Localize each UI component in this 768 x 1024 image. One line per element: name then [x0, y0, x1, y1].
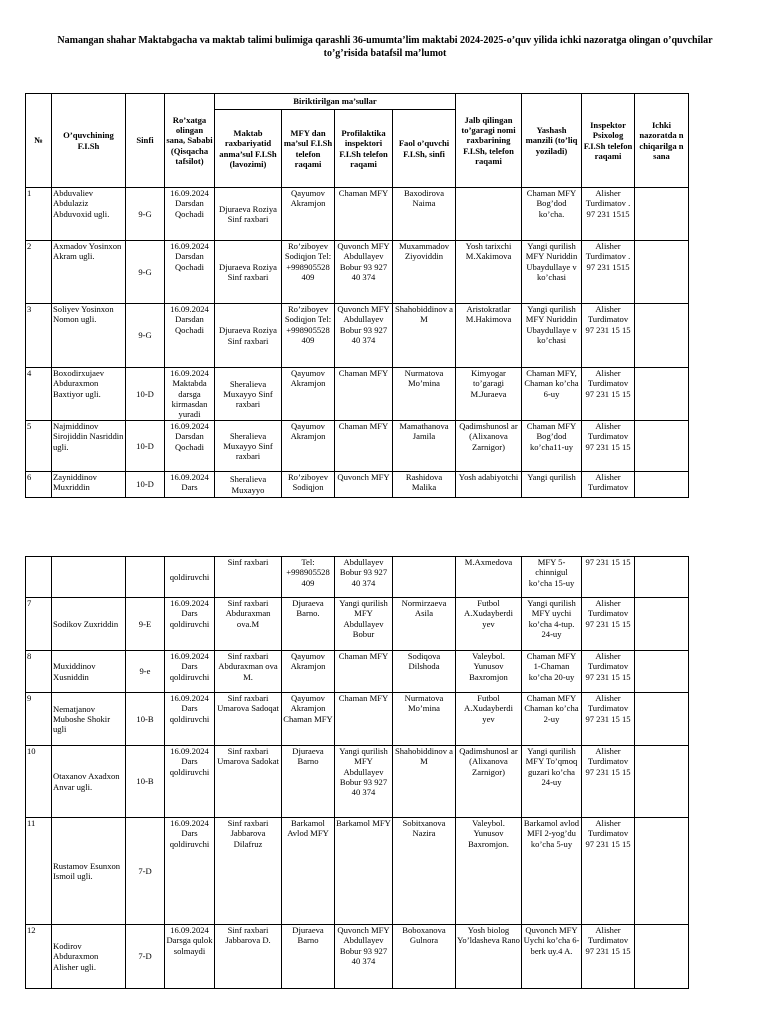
active-student-cell: Sobitxanova Nazira	[393, 818, 456, 925]
reason-cell: 16.09.2024 Dars qoldiruvchi	[165, 746, 215, 818]
student-name-cell: Rustamov Esunxon Ismoil ugli.	[52, 818, 126, 925]
reason-cell: qoldiruvchi	[165, 557, 215, 598]
student-name-cell: Muxiddinov Xusniddin	[52, 651, 126, 693]
address-cell: Chaman MFY Bog’dod ko’cha.	[522, 188, 582, 241]
student-name-cell: Nematjanov Muboshe Shokir ugli	[52, 693, 126, 746]
removed-date-cell	[635, 188, 689, 241]
row-number-cell: 5	[26, 421, 52, 472]
psychologist-cell: Alisher Turdimatov . 97 231 1515	[582, 188, 635, 241]
student-name-cell: Zayniddinov Muxriddin	[52, 472, 126, 498]
psychologist-cell: Alisher Turdimatov . 97 231 1515	[582, 241, 635, 304]
inspector-cell: Quvonch MFY Abdullayev Bobur 93 927 40 374	[335, 925, 393, 989]
table-row	[26, 472, 689, 498]
removed-date-cell	[635, 557, 689, 598]
row-number-cell: 9	[26, 693, 52, 746]
inspector-cell: Barkamol MFY	[335, 818, 393, 925]
active-student-cell: Muxammadov Ziyoviddin	[393, 241, 456, 304]
student-name-cell: Otaxanov Axadxon Anvar ugli.	[52, 746, 126, 818]
active-student-cell: Sodiqova Dilshoda	[393, 651, 456, 693]
table-row	[26, 188, 689, 241]
active-student-cell: Rashidova Malika	[393, 472, 456, 498]
reason-cell: 16.09.2024 Maktabda darsga kirmasdan yuradi	[165, 368, 215, 421]
active-student-cell: Nurmatova Mo’mina	[393, 693, 456, 746]
class-cell: 9-G	[126, 241, 165, 304]
admin-responsible-cell: Sinf raxbari Jabbarova D.	[215, 925, 282, 989]
address-cell: Quvonch MFY Uychi ko’cha 6-berk uy.4 A.	[522, 925, 582, 989]
mfy-responsible-cell: Qayumov Akramjon	[282, 368, 335, 421]
admin-responsible-cell: Sinf raxbari Umarova Sadoqat	[215, 693, 282, 746]
removed-date-cell	[635, 693, 689, 746]
reason-cell: 16.09.2024 Darsga qulok solmaydi	[165, 925, 215, 989]
admin-responsible-cell: Djuraeva Roziya Sinf raxbari	[215, 241, 282, 304]
removed-date-cell	[635, 746, 689, 818]
reason-cell: 16.09.2024 Dars	[165, 472, 215, 498]
row-number-cell: 11	[26, 818, 52, 925]
mfy-responsible-cell: Ro’ziboyev Sodiqjon Tel: +998905528 409	[282, 241, 335, 304]
header-class: Sinfi	[126, 94, 165, 188]
class-cell: 9-G	[126, 188, 165, 241]
removed-date-cell	[635, 598, 689, 651]
class-cell: 10-B	[126, 693, 165, 746]
inspector-cell: Quvonch MFY	[335, 472, 393, 498]
students-table-top	[25, 93, 689, 498]
inspector-cell: Chaman MFY	[335, 421, 393, 472]
removed-date-cell	[635, 421, 689, 472]
removed-date-cell	[635, 241, 689, 304]
inspector-cell: Quvonch MFY Abdullayev Bobur 93 927 40 374	[335, 241, 393, 304]
header-name: O’quvchining F.I.Sh	[52, 94, 126, 188]
table-row	[26, 651, 689, 693]
psychologist-cell: Alisher Turdimatov 97 231 15 15	[582, 651, 635, 693]
psychologist-cell: Alisher Turdimatov 97 231 15 15	[582, 304, 635, 368]
active-student-cell: Shahobiddinov a M	[393, 304, 456, 368]
table-row	[26, 598, 689, 651]
student-name-cell: Soliyev Yosinxon Nomon ugli.	[52, 304, 126, 368]
student-name-cell: Kodirov Abduraxmon Alisher ugli.	[52, 925, 126, 989]
table-row-continued	[26, 557, 689, 598]
student-name-cell: Najmiddinov Sirojiddin Nasriddin ugli.	[52, 421, 126, 472]
class-cell: 9-E	[126, 598, 165, 651]
table-row	[26, 368, 689, 421]
club-cell: Yosh tarixchi M.Xakimova	[456, 241, 522, 304]
club-cell: Futbol A.Xudayberdi yev	[456, 598, 522, 651]
table-row	[26, 241, 689, 304]
club-cell: Yosh biolog Yo’ldasheva Rano	[456, 925, 522, 989]
reason-cell: 16.09.2024 Darsdan Qochadi	[165, 304, 215, 368]
admin-responsible-cell: Sinf raxbari Abduraxman ova.M	[215, 598, 282, 651]
psychologist-cell: Alisher Turdimatov 97 231 15 15	[582, 746, 635, 818]
mfy-responsible-cell: Qayumov Akramjon Chaman MFY	[282, 693, 335, 746]
address-cell: Yangi qurilish MFY Nuriddin Ubaydullaye v ko’chasi	[522, 304, 582, 368]
header-address: Yashash manzili (to’liq yoziladi)	[522, 94, 582, 188]
address-cell: Chaman MFY, Chaman ko’cha 6-uy	[522, 368, 582, 421]
row-number-cell: 1	[26, 188, 52, 241]
club-cell: Futbol A.Xudayberdi yev	[456, 693, 522, 746]
club-cell: M.Axmedova	[456, 557, 522, 598]
admin-responsible-cell: Djuraeva Roziya Sinf raxbari	[215, 188, 282, 241]
inspector-cell: Abdullayev Bobur 93 927 40 374	[335, 557, 393, 598]
row-number-cell: 2	[26, 241, 52, 304]
header-mfy: MFY dan ma’sul F.I.Sh telefon raqami	[282, 110, 335, 188]
class-cell: 10-B	[126, 746, 165, 818]
student-name-cell	[52, 557, 126, 598]
club-cell	[456, 188, 522, 241]
row-number-cell: 6	[26, 472, 52, 498]
table-row	[26, 693, 689, 746]
admin-responsible-cell: Sheralieva Muxayyo Sinf raxbari	[215, 421, 282, 472]
page-title: Namangan shahar Maktabgacha va maktab talimi bulimiga qarashli 36-umumta’lim maktabi 2024-2025-o’quv yilida ichki nazoratga olingan o’quvchilar to’g’risida batafsil ma’lumot	[57, 35, 713, 59]
header-num: №	[26, 94, 52, 188]
psychologist-cell: Alisher Turdimatov	[582, 472, 635, 498]
club-cell: Kimyogar to’garagi M.Juraeva	[456, 368, 522, 421]
inspector-cell: Chaman MFY	[335, 651, 393, 693]
active-student-cell: Boboxanova Gulnora	[393, 925, 456, 989]
header-inspector: Profilaktika inspektori F.I.Sh telefon raqami	[335, 110, 393, 188]
table-row	[26, 304, 689, 368]
club-cell: Yosh adabiyotchi	[456, 472, 522, 498]
inspector-cell: Quvonch MFY Abdullayev Bobur 93 927 40 374	[335, 304, 393, 368]
removed-date-cell	[635, 651, 689, 693]
active-student-cell: Normirzaeva Asila	[393, 598, 456, 651]
admin-responsible-cell: Sinf raxbari Abduraxman ova M.	[215, 651, 282, 693]
address-cell: Yangi qurilish MFY Nuriddin Ubaydullaye v ko’chasi	[522, 241, 582, 304]
mfy-responsible-cell: Ro’ziboyev Sodiqjon Tel: +998905528 409	[282, 304, 335, 368]
reason-cell: 16.09.2024 Dars qoldiruvchi	[165, 598, 215, 651]
removed-date-cell	[635, 304, 689, 368]
admin-responsible-cell: Sinf raxbari Jabbarova Dilafruz	[215, 818, 282, 925]
row-number-cell: 12	[26, 925, 52, 989]
header-assigned-group: Biriktirilgan ma’sullar	[215, 94, 456, 110]
psychologist-cell: Alisher Turdimatov 97 231 15 15	[582, 368, 635, 421]
class-cell: 7-D	[126, 925, 165, 989]
club-cell: Valeybol. Yunusov Baxromjon	[456, 651, 522, 693]
removed-date-cell	[635, 368, 689, 421]
removed-date-cell	[635, 925, 689, 989]
reason-cell: 16.09.2024 Dars qoldiruvchi	[165, 651, 215, 693]
reason-cell: 16.09.2024 Dars qoldiruvchi	[165, 818, 215, 925]
inspector-cell: Yangi qurilish MFY Abdullayev Bobur	[335, 598, 393, 651]
table-row	[26, 421, 689, 472]
table-row	[26, 925, 689, 989]
header-club: Jalb qilingan to’garagi nomi raxbarining F.I.Sh, telefon raqami	[456, 94, 522, 188]
row-number-cell: 8	[26, 651, 52, 693]
row-number-cell: 4	[26, 368, 52, 421]
reason-cell: 16.09.2024 Darsdan Qochadi	[165, 241, 215, 304]
mfy-responsible-cell: Tel: +998905528 409	[282, 557, 335, 598]
class-cell: 10-D	[126, 421, 165, 472]
table-row	[26, 818, 689, 925]
row-number-cell	[26, 557, 52, 598]
removed-date-cell	[635, 818, 689, 925]
psychologist-cell: Alisher Turdimatov 97 231 15 15	[582, 421, 635, 472]
mfy-responsible-cell: Barkamol Avlod MFY	[282, 818, 335, 925]
row-number-cell: 7	[26, 598, 52, 651]
row-number-cell: 3	[26, 304, 52, 368]
student-name-cell: Axmadov Yosinxon Akram ugli.	[52, 241, 126, 304]
class-cell: 9-e	[126, 651, 165, 693]
reason-cell: 16.09.2024 Darsdan Qochadi	[165, 188, 215, 241]
admin-responsible-cell: Sinf raxbari Umarova Sadokat	[215, 746, 282, 818]
reason-cell: 16.09.2024 Darsdan Qochadi	[165, 421, 215, 472]
active-student-cell: Baxodirova Naima	[393, 188, 456, 241]
address-cell: MFY 5-chinnigul ko’cha 15-uy	[522, 557, 582, 598]
inspector-cell: Yangi qurilish MFY Abdullayev Bobur 93 927 40 374	[335, 746, 393, 818]
club-cell: Qadimshunosl ar (Alixanova Zarnigor)	[456, 421, 522, 472]
mfy-responsible-cell: Qayumov Akramjon	[282, 188, 335, 241]
psychologist-cell: Alisher Turdimatov 97 231 15 15	[582, 693, 635, 746]
active-student-cell: Nurmatova Mo’mina	[393, 368, 456, 421]
address-cell: Yangi qurilish MFY uychi ko’cha 4-tup. 24-uy	[522, 598, 582, 651]
club-cell: Valeybol. Yunusov Baxromjon.	[456, 818, 522, 925]
psychologist-cell: Alisher Turdimatov 97 231 15 15	[582, 598, 635, 651]
mfy-responsible-cell: Djuraeva Barno	[282, 746, 335, 818]
class-cell	[126, 557, 165, 598]
mfy-responsible-cell: Qayumov Akramjon	[282, 651, 335, 693]
mfy-responsible-cell: Djuraeva Barno.	[282, 598, 335, 651]
header-removed-date: Ichki nazoratda n chiqarilga n sana	[635, 94, 689, 188]
admin-responsible-cell: Sheralieva Muxayyo	[215, 472, 282, 498]
address-cell: Yangi qurilish MFY To’qmoq guzari ko’cha 24-uy	[522, 746, 582, 818]
address-cell: Yangi qurilish	[522, 472, 582, 498]
class-cell: 7-D	[126, 818, 165, 925]
active-student-cell	[393, 557, 456, 598]
admin-responsible-cell: Djuraeva Roziya Sinf raxbari	[215, 304, 282, 368]
psychologist-cell: Alisher Turdimatov 97 231 15 15	[582, 818, 635, 925]
removed-date-cell	[635, 472, 689, 498]
mfy-responsible-cell: Qayumov Akramjon	[282, 421, 335, 472]
inspector-cell: Chaman MFY	[335, 188, 393, 241]
class-cell: 9-G	[126, 304, 165, 368]
header-admin: Maktab raxbariyatid anma’sul F.I.Sh (lavozimi)	[215, 110, 282, 188]
address-cell: Chaman MFY Bog’dod ko’cha11-uy	[522, 421, 582, 472]
active-student-cell: Mamathanova Jamila	[393, 421, 456, 472]
student-name-cell: Abduvaliev Abdulaziz Abduvoxid ugli.	[52, 188, 126, 241]
students-table-bottom	[25, 556, 689, 989]
mfy-responsible-cell: Djuraeva Barno	[282, 925, 335, 989]
header-activist: Faol o’quvchi F.I.Sh, sinfi	[393, 110, 456, 188]
inspector-cell: Chaman MFY	[335, 693, 393, 746]
inspector-cell: Chaman MFY	[335, 368, 393, 421]
psychologist-cell: 97 231 15 15	[582, 557, 635, 598]
header-psychologist: Inspektor Psixolog F.I.Sh telefon raqami	[582, 94, 635, 188]
address-cell: Barkamol avlod MFI 2-yog’du ko’cha 5-uy	[522, 818, 582, 925]
student-name-cell: Sodikov Zuxriddin	[52, 598, 126, 651]
student-name-cell: Boxodirxujaev Abduraxmon Baxtiyor ugli.	[52, 368, 126, 421]
table-row	[26, 746, 689, 818]
admin-responsible-cell: Sinf raxbari	[215, 557, 282, 598]
mfy-responsible-cell: Ro’ziboyev Sodiqjon	[282, 472, 335, 498]
club-cell: Qadimshunosl ar (Alixanova Zarnigor)	[456, 746, 522, 818]
address-cell: Chaman MFY 1-Chaman ko’cha 20-uy	[522, 651, 582, 693]
class-cell: 10-D	[126, 368, 165, 421]
row-number-cell: 10	[26, 746, 52, 818]
active-student-cell: Shahobiddinov a M	[393, 746, 456, 818]
psychologist-cell: Alisher Turdimatov 97 231 15 15	[582, 925, 635, 989]
admin-responsible-cell: Sheralieva Muxayyo Sinf raxbari	[215, 368, 282, 421]
header-reason: Ro’xatga olingan sana, Sababi (Qisqacha tafsilot)	[165, 94, 215, 188]
address-cell: Chaman MFY Chaman ko’cha 2-uy	[522, 693, 582, 746]
reason-cell: 16.09.2024 Dars qoldiruvchi	[165, 693, 215, 746]
class-cell: 10-D	[126, 472, 165, 498]
club-cell: Aristokratlar M.Hakimova	[456, 304, 522, 368]
